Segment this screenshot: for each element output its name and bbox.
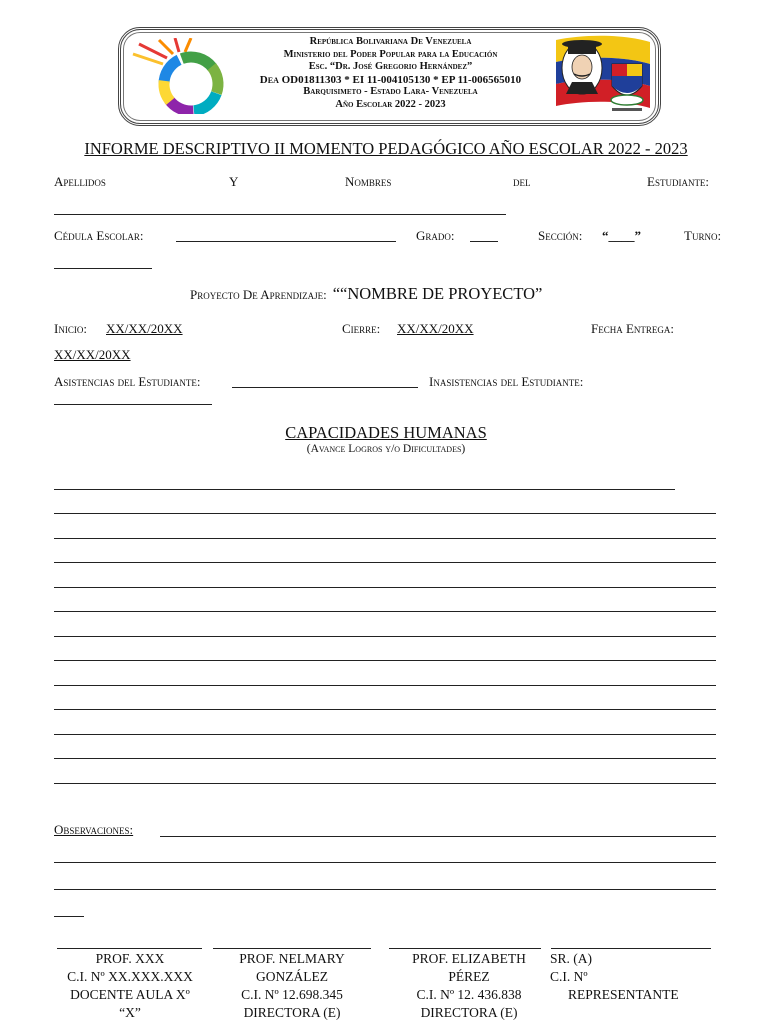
y-label: Y [229, 174, 239, 189]
signature-block-directora-2 [391, 950, 547, 1022]
observaciones-line[interactable] [54, 889, 716, 890]
asistencias-label: Asistencias del Estudiante: [54, 374, 201, 389]
grado-field[interactable] [470, 241, 498, 242]
signature-extra: DIRECTORA (E) [243, 1005, 341, 1020]
signature-ci: C.I. Nº XX.XXX.XXX [67, 969, 193, 984]
signature-extra: “X” [119, 1005, 141, 1020]
inicio-label: Inicio: [54, 321, 87, 336]
signature-block-directora-1 [213, 950, 371, 1022]
capacidades-line[interactable] [54, 489, 675, 490]
entrega-date[interactable]: XX/XX/20XX [54, 347, 131, 362]
capacidades-line[interactable] [54, 636, 716, 637]
project-label: Proyecto De Aprendizaje: [190, 287, 327, 302]
del-label: del [513, 174, 531, 189]
capacidades-line[interactable] [54, 758, 716, 759]
header-text [221, 36, 560, 112]
signature-extra: DIRECTORA (E) [420, 1005, 518, 1020]
header-line-4: Dea OD01811303 * EI 11-004105130 * EP 11-006565010 [259, 73, 522, 86]
capacidades-title: CAPACIDADES HUMANAS [285, 423, 487, 442]
capacidades-line[interactable] [54, 538, 716, 539]
seccion-label: Sección: [538, 228, 583, 243]
capacidades-line[interactable] [54, 562, 716, 563]
observaciones-line[interactable] [54, 916, 84, 917]
signature-line-directora-1[interactable] [213, 948, 371, 949]
capacidades-line[interactable] [54, 685, 716, 686]
student-name-field[interactable] [54, 214, 506, 215]
capacidades-subtitle: (Avance Logros y/o Dificultades) [306, 443, 466, 455]
signature-name: PROF. NELMARY [239, 951, 345, 966]
nombres-label: Nombres [345, 174, 392, 189]
signature-name: PROF. XXX [95, 951, 165, 966]
estudiante-label: Estudiante: [647, 174, 710, 189]
inicio-date[interactable]: XX/XX/20XX [106, 321, 183, 336]
header-line-5: Barquisimeto - Estado Lara- Venezuela [303, 86, 478, 98]
entrega-label: Fecha Entrega: [591, 321, 675, 336]
header-line-1: República Bolivariana De Venezuela [309, 36, 472, 47]
signature-role: REPRESENTANTE [568, 987, 679, 1002]
capacidades-line[interactable] [54, 783, 716, 784]
header-line-6: Año Escolar 2022 - 2023 [335, 98, 446, 110]
apellidos-label: Apellidos [54, 174, 106, 189]
observaciones-line[interactable] [160, 836, 716, 837]
signature-block-docente [57, 950, 203, 1022]
signature-name: SR. (A) [550, 951, 593, 966]
header-line-3: Esc. “Dr. José Gregorio Hernández” [308, 61, 473, 73]
signature-line-directora-2[interactable] [389, 948, 541, 949]
cedula-field[interactable] [176, 241, 396, 242]
signature-line-docente[interactable] [57, 948, 202, 949]
capacidades-line[interactable] [54, 709, 716, 710]
turno-field[interactable] [54, 268, 152, 269]
signature-ci: PÉREZ [448, 969, 490, 984]
signature-ci: GONZÁLEZ [256, 969, 328, 984]
cierre-label: Cierre: [342, 321, 381, 336]
school-emblem [554, 34, 652, 118]
signature-name: PROF. ELIZABETH [412, 951, 526, 966]
inasistencias-label: Inasistencias del Estudiante: [429, 374, 584, 389]
signature-role: C.I. Nº 12.698.345 [241, 987, 343, 1002]
signature-role: DOCENTE AULA Xº [70, 987, 190, 1002]
signature-block-representante [550, 950, 715, 1004]
capacidades-line[interactable] [54, 660, 716, 661]
signature-line-representante[interactable] [551, 948, 711, 949]
capacidades-line[interactable] [54, 587, 716, 588]
header-line-2: Ministerio del Poder Popular para la Educación [283, 48, 498, 60]
project-row [190, 284, 542, 304]
asistencias-field[interactable] [232, 387, 418, 388]
report-title: INFORME DESCRIPTIVO II MOMENTO PEDAGÓGICO AÑO ESCOLAR 2022 - 2023 [84, 139, 688, 158]
cierre-date[interactable]: XX/XX/20XX [397, 321, 474, 336]
seccion-field[interactable]: “____” [602, 228, 641, 243]
grado-label: Grado: [416, 228, 455, 243]
inasistencias-field[interactable] [54, 404, 212, 405]
signature-role: C.I. Nº 12. 436.838 [416, 987, 522, 1002]
observaciones-line[interactable] [54, 862, 716, 863]
signature-ci: C.I. Nº [550, 969, 588, 984]
capacidades-line[interactable] [54, 611, 716, 612]
capacidades-line[interactable] [54, 513, 716, 514]
cedula-label: Cédula Escolar: [54, 228, 144, 243]
observaciones-label: Observaciones: [54, 822, 134, 837]
capacidades-line[interactable] [54, 734, 716, 735]
turno-label: Turno: [684, 228, 722, 243]
header-banner [118, 27, 661, 126]
project-name: ““NOMBRE DE PROYECTO” [332, 284, 543, 303]
